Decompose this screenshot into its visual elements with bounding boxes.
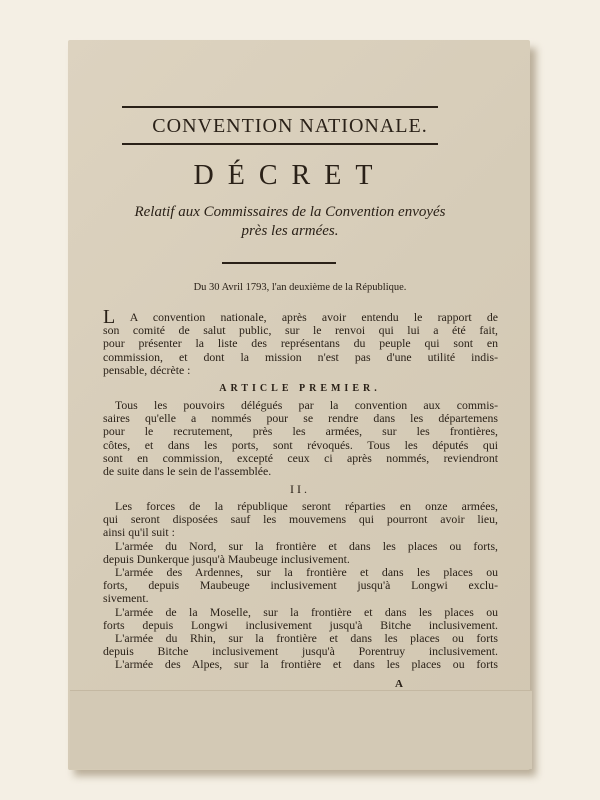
article-1 [103, 399, 498, 478]
preamble-line: commission, et dont la mission n'est pas d'une utilité indis- [103, 350, 498, 364]
separator-rule [222, 262, 336, 264]
subtitle-line: près les armées. [241, 223, 339, 239]
article-line: L'armée des Alpes, sur la frontière et dans les places ou forts [115, 658, 498, 672]
preamble [103, 306, 498, 377]
signature-mark: A [395, 678, 403, 690]
article-line: L'armée des Ardennes, sur la frontière et dans les places ou [115, 565, 498, 579]
article-line: pour le recrutement, près les armées, sur les frontières, [103, 425, 498, 439]
header-rule [122, 143, 438, 145]
header-title: CONVENTION NATIONALE. [152, 115, 428, 137]
article-line: côtes, et dans les ports, sont révoqués. Tous les députés qui [103, 438, 498, 452]
top-rule [122, 106, 438, 108]
article-line: Tous les pouvoirs délégués par la convention aux commis- [115, 399, 498, 412]
article-line: de suite dans le sein de l'assemblée. [103, 464, 272, 478]
article-line: sivement. [103, 592, 149, 606]
article-line: L'armée du Rhin, sur la frontière et dans les places ou forts [115, 631, 498, 645]
article-line: Les forces de la république seront réparties en onze armées, [115, 500, 498, 513]
subtitle-line: Relatif aux Commissaires de la Convention envoyés [134, 204, 446, 220]
article-line: L'armée du Nord, sur la frontière et dans les places ou forts, [115, 539, 498, 553]
preamble-line: pensable, décrète : [103, 363, 191, 377]
article-heading: II. [290, 482, 310, 496]
article-line: forts depuis Longwi inclusivement jusqu'à Bitche inclusivement. [103, 618, 498, 632]
underlying-page [70, 690, 532, 769]
preamble-line: son comité de salut public, sur le renvoi qui lui a été fait, [103, 324, 498, 338]
article-heading: ARTICLE PREMIER. [219, 383, 381, 394]
article-line: qui seront disposées sauf les mouvemens qui pourront avoir lieu, [103, 513, 498, 527]
article-line: ainsi qu'il suit : [103, 526, 175, 540]
article-line: L'armée de la Moselle, sur la frontière et dans les places ou [115, 605, 498, 619]
preamble-line: A convention nationale, après avoir entendu le rapport de [129, 310, 498, 324]
decree-title: DÉCRET [193, 160, 387, 191]
subtitle [100, 203, 480, 241]
article-line: depuis Dunkerque jusqu'à Maubeuge inclusivement. [103, 552, 350, 566]
decree-date: Du 30 Avril 1793, l'an deuxième de la République. [193, 282, 407, 293]
article-line: forts, depuis Maubeuge inclusivement jusqu'à Longwi exclu- [103, 579, 498, 593]
article-2 [103, 500, 498, 671]
article-line: saires qu'elle a nommés pour se rendre dans les départemens [103, 412, 498, 426]
drop-cap: L [103, 306, 116, 328]
article-line: depuis Bitche inclusivement jusqu'à Porentruy inclusivement. [103, 645, 498, 659]
article-line: sont en commission, excepté ceux ci après nommés, reviendront [103, 451, 498, 465]
preamble-line: pour présenter la liste des représentans du peuple qui sont en [103, 337, 498, 351]
